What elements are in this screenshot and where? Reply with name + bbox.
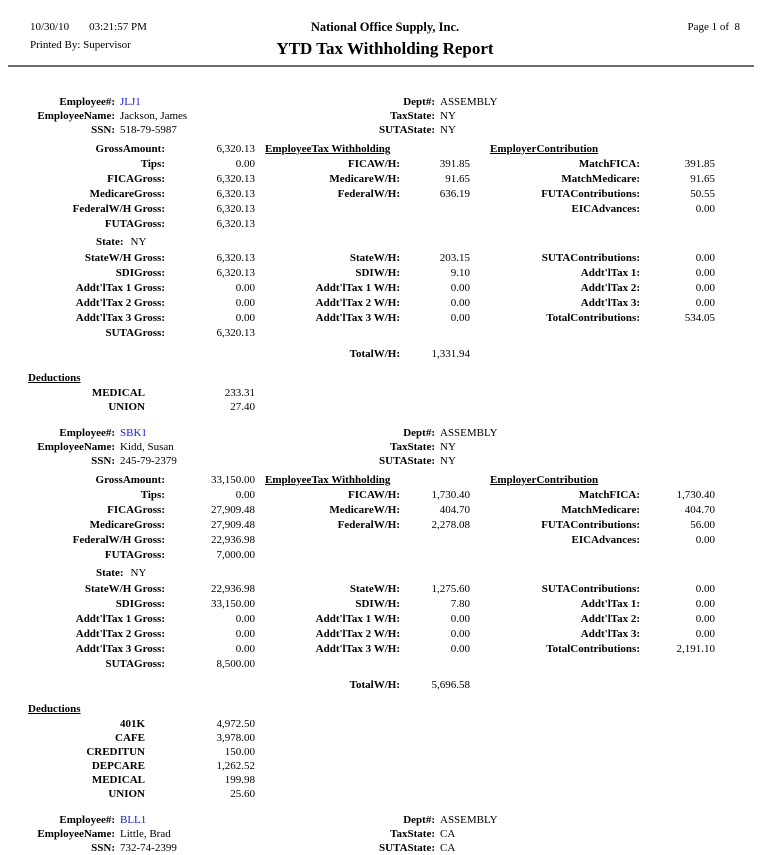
federal-wh-gross-label: FederalW/H Gross: [72, 534, 165, 546]
gross-amount-label: GrossAmount: [95, 143, 165, 155]
total-wh-label: TotalW/H: [349, 348, 400, 360]
dept-label: Dept#: [403, 96, 435, 108]
suta-gross-label: SUTAGross: [105, 658, 165, 670]
employee-number-row [28, 95, 762, 109]
deduction-name: DEPCARE [91, 760, 145, 772]
suta-contrib-value: 0.00 [695, 252, 715, 264]
state-gross-row [28, 582, 762, 597]
federal-wh-value: 2,278.08 [431, 519, 470, 531]
addtl-tax2-gross-value: 0.00 [235, 297, 255, 309]
total-wh-label: TotalW/H: [349, 679, 400, 691]
sdi-wh-label: SDIW/H: [355, 598, 400, 610]
employee-name-label: EmployeeName: [37, 110, 115, 122]
suta-state-label: SUTAState: [378, 124, 435, 136]
deduction-amount: 199.98 [224, 774, 255, 786]
deduction-amount: 4,972.50 [216, 718, 255, 730]
sdi-gross-label: SDIGross: [115, 598, 165, 610]
sdi-wh-value: 7.80 [450, 598, 470, 610]
deduction-row [28, 731, 762, 745]
futa-gross-value: 6,320.13 [216, 218, 255, 230]
addtl-tax3-value: 0.00 [695, 297, 715, 309]
addtl-tax1-value: 0.00 [695, 598, 715, 610]
fica-wh-value: 391.85 [439, 158, 470, 170]
deduction-row [28, 717, 762, 731]
state-wh-gross-label: StateW/H Gross: [84, 583, 165, 595]
addtl2-gross-row [28, 296, 762, 311]
report-date: 10/30/10 [30, 21, 70, 33]
employee-name-value: Jackson, James [120, 110, 188, 122]
match-fica-label: MatchFICA: [578, 158, 640, 170]
addtl-tax3-wh-value: 0.00 [450, 643, 470, 655]
medicare-gross-value: 6,320.13 [216, 188, 255, 200]
state-row [28, 235, 762, 250]
dept-label: Dept#: [403, 427, 435, 439]
report-title: YTD Tax Withholding Report [276, 39, 494, 58]
medicare-wh-value: 404.70 [439, 504, 470, 516]
gross-amount-value: 33,150.00 [211, 474, 255, 486]
addtl-tax1-wh-label: Addt'lTax 1 W/H: [315, 282, 400, 294]
employee-name-row [28, 109, 762, 123]
deduction-row [28, 386, 762, 400]
employee-name-label: EmployeeName: [37, 828, 115, 840]
addtl-tax3-label: Addt'lTax 3: [580, 628, 640, 640]
deduction-row [28, 400, 762, 414]
match-fica-value: 391.85 [684, 158, 715, 170]
sdi-wh-value: 9.10 [450, 267, 470, 279]
employee-number-label: Employee#: [59, 96, 115, 108]
ssn-value: 732-74-2399 [120, 842, 177, 854]
addtl-tax1-label: Addt'lTax 1: [580, 598, 640, 610]
deduction-row [28, 787, 762, 801]
addtl-tax2-wh-label: Addt'lTax 2 W/H: [315, 297, 400, 309]
print-info [30, 20, 276, 53]
deduction-amount: 25.60 [230, 788, 255, 800]
ssn-row [28, 841, 762, 855]
employee-number-label: Employee#: [59, 427, 115, 439]
eic-advances-value: 0.00 [695, 534, 715, 546]
employee-number-label: Employee#: [59, 814, 115, 826]
employee-name-row [28, 440, 762, 454]
futa-contrib-label: FUTAContributions: [541, 188, 640, 200]
deduction-amount: 1,262.52 [216, 760, 255, 772]
addtl-tax1-gross-value: 0.00 [235, 613, 255, 625]
state-wh-gross-label: StateW/H Gross: [84, 252, 165, 264]
addtl-tax1-wh-value: 0.00 [450, 613, 470, 625]
federal-wh-gross-value: 22,936.98 [211, 534, 255, 546]
suta-state-value: CA [440, 842, 456, 854]
fica-gross-value: 6,320.13 [216, 173, 255, 185]
tips-label: Tips: [140, 158, 165, 170]
state-gross-row [28, 251, 762, 266]
deduction-amount: 27.40 [230, 401, 255, 413]
tax-state-value: NY [440, 110, 456, 122]
gross-amount-row [28, 473, 762, 488]
ssn-value: 518-79-5987 [120, 124, 177, 136]
fica-gross-value: 27,909.48 [211, 504, 255, 516]
medicare-wh-label: MedicareW/H: [329, 173, 400, 185]
tips-row [28, 488, 762, 503]
addtl-tax1-gross-label: Addt'lTax 1 Gross: [75, 613, 165, 625]
state-wh-label: StateW/H: [349, 583, 400, 595]
suta-gross-label: SUTAGross: [105, 327, 165, 339]
federal-wh-gross-value: 6,320.13 [216, 203, 255, 215]
addtl-tax2-gross-label: Addt'lTax 2 Gross: [75, 297, 165, 309]
report-header [0, 20, 762, 59]
deduction-name: 401K [119, 718, 145, 730]
suta-gross-row [28, 657, 762, 672]
ssn-row [28, 454, 762, 468]
addtl-tax3-wh-value: 0.00 [450, 312, 470, 324]
employee-tax-withholding-header: EmployeeTax Withholding [265, 143, 391, 155]
state-label: State: [96, 567, 124, 579]
federal-wh-gross-label: FederalW/H Gross: [72, 203, 165, 215]
state-wh-gross-value: 22,936.98 [211, 583, 255, 595]
sdi-gross-label: SDIGross: [115, 267, 165, 279]
sdi-wh-label: SDIW/H: [355, 267, 400, 279]
total-contrib-label: TotalContributions: [546, 643, 640, 655]
tax-state-label: TaxState: [390, 828, 435, 840]
tax-state-label: TaxState: [390, 110, 435, 122]
gross-amount-label: GrossAmount: [95, 474, 165, 486]
medicare-gross-row [28, 187, 762, 202]
match-fica-label: MatchFICA: [578, 489, 640, 501]
fica-gross-label: FICAGross: [107, 173, 165, 185]
deduction-name: CAFE [115, 732, 145, 744]
federal-gross-row [28, 533, 762, 548]
sdi-gross-row [28, 597, 762, 612]
addtl-tax2-label: Addt'lTax 2: [580, 613, 640, 625]
employee-name-label: EmployeeName: [37, 441, 115, 453]
addtl-tax1-wh-value: 0.00 [450, 282, 470, 294]
tips-value: 0.00 [235, 489, 255, 501]
futa-gross-value: 7,000.00 [216, 549, 255, 561]
printed-by-label: Printed By: [30, 39, 81, 51]
employer-contribution-header: EmployerContribution [490, 474, 599, 486]
addtl-tax3-gross-value: 0.00 [235, 312, 255, 324]
tips-label: Tips: [140, 489, 165, 501]
addtl2-gross-row [28, 627, 762, 642]
fica-gross-label: FICAGross: [107, 504, 165, 516]
federal-gross-row [28, 202, 762, 217]
dept-value: ASSEMBLY [440, 96, 498, 108]
futa-gross-row [28, 548, 762, 563]
report-body [0, 67, 762, 855]
medicare-wh-label: MedicareW/H: [329, 504, 400, 516]
suta-gross-value: 6,320.13 [216, 327, 255, 339]
total-wh-row [28, 678, 762, 693]
addtl-tax1-gross-label: Addt'lTax 1 Gross: [75, 282, 165, 294]
sdi-gross-value: 33,150.00 [211, 598, 255, 610]
fica-wh-label: FICAW/H: [348, 158, 400, 170]
total-contrib-label: TotalContributions: [546, 312, 640, 324]
deduction-name: MEDICAL [91, 387, 145, 399]
state-wh-gross-value: 6,320.13 [216, 252, 255, 264]
futa-contrib-label: FUTAContributions: [541, 519, 640, 531]
medicare-gross-row [28, 518, 762, 533]
match-medicare-value: 404.70 [684, 504, 715, 516]
deduction-name: MEDICAL [91, 774, 145, 786]
federal-wh-label: FederalW/H: [337, 188, 400, 200]
fica-wh-label: FICAW/H: [348, 489, 400, 501]
suta-state-value: NY [440, 455, 456, 467]
addtl-tax2-gross-value: 0.00 [235, 628, 255, 640]
fica-wh-value: 1,730.40 [431, 489, 470, 501]
addtl3-gross-row [28, 642, 762, 657]
deduction-row [28, 745, 762, 759]
match-medicare-value: 91.65 [690, 173, 715, 185]
deductions-heading: Deductions [28, 372, 81, 384]
total-contrib-value: 534.05 [684, 312, 715, 324]
federal-wh-value: 636.19 [439, 188, 470, 200]
state-wh-value: 1,275.60 [431, 583, 470, 595]
total-wh-value: 1,331.94 [431, 348, 470, 360]
match-fica-value: 1,730.40 [676, 489, 715, 501]
state-value: NY [130, 236, 147, 248]
tax-grid [28, 473, 762, 693]
printed-by-line [30, 38, 276, 53]
page-indicator: Page 1 of 8 [687, 21, 740, 33]
employee-number-row [28, 813, 762, 827]
employee-number-link[interactable]: BLL1 [120, 814, 147, 826]
ssn-label: SSN: [91, 842, 115, 854]
addtl-tax1-gross-value: 0.00 [235, 282, 255, 294]
employer-contribution-header: EmployerContribution [490, 143, 599, 155]
deductions-heading: Deductions [28, 703, 81, 715]
sdi-gross-row [28, 266, 762, 281]
medicare-gross-label: MedicareGross: [89, 519, 165, 531]
medicare-gross-value: 27,909.48 [211, 519, 255, 531]
deduction-name: UNION [108, 401, 145, 413]
ssn-label: SSN: [91, 124, 115, 136]
state-value: NY [130, 567, 147, 579]
state-wh-label: StateW/H: [349, 252, 400, 264]
tax-state-value: NY [440, 441, 456, 453]
addtl1-gross-row [28, 281, 762, 296]
state-row [28, 566, 762, 581]
ssn-row [28, 123, 762, 137]
tips-value: 0.00 [235, 158, 255, 170]
addtl-tax2-label: Addt'lTax 2: [580, 282, 640, 294]
printed-by-value: Supervisor [83, 39, 131, 51]
dept-value: ASSEMBLY [440, 814, 498, 826]
gross-amount-row [28, 142, 762, 157]
addtl-tax2-wh-value: 0.00 [450, 297, 470, 309]
suta-contrib-label: SUTAContributions: [541, 583, 640, 595]
suta-gross-row [28, 326, 762, 341]
eic-advances-label: EICAdvances: [571, 534, 640, 546]
tax-grid [28, 142, 762, 362]
tax-state-label: TaxState: [390, 441, 435, 453]
fica-gross-row [28, 172, 762, 187]
futa-contrib-value: 50.55 [690, 188, 715, 200]
title-block [276, 20, 493, 59]
ssn-value: 245-79-2379 [120, 455, 177, 467]
state-label: State: [96, 236, 124, 248]
deduction-amount: 233.31 [224, 387, 255, 399]
addtl-tax3-wh-label: Addt'lTax 3 W/H: [315, 312, 400, 324]
ssn-label: SSN: [91, 455, 115, 467]
addtl-tax2-value: 0.00 [695, 613, 715, 625]
state-wh-value: 203.15 [439, 252, 470, 264]
suta-state-label: SUTAState: [378, 842, 435, 854]
addtl-tax3-gross-value: 0.00 [235, 643, 255, 655]
deduction-amount: 150.00 [224, 746, 255, 758]
total-contrib-value: 2,191.10 [676, 643, 715, 655]
addtl-tax3-value: 0.00 [695, 628, 715, 640]
employee-name-row [28, 827, 762, 841]
addtl-tax1-label: Addt'lTax 1: [580, 267, 640, 279]
medicare-wh-value: 91.65 [445, 173, 470, 185]
employee-number-row [28, 426, 762, 440]
addtl-tax3-gross-label: Addt'lTax 3 Gross: [75, 312, 165, 324]
federal-wh-label: FederalW/H: [337, 519, 400, 531]
fica-gross-row [28, 503, 762, 518]
addtl3-gross-row [28, 311, 762, 326]
addtl-tax1-value: 0.00 [695, 267, 715, 279]
date-time-line [30, 20, 276, 35]
addtl-tax2-gross-label: Addt'lTax 2 Gross: [75, 628, 165, 640]
suta-state-value: NY [440, 124, 456, 136]
deduction-name: UNION [108, 788, 145, 800]
deduction-name: CREDITUN [86, 746, 145, 758]
addtl-tax2-wh-label: Addt'lTax 2 W/H: [315, 628, 400, 640]
futa-gross-row [28, 217, 762, 232]
gross-amount-value: 6,320.13 [216, 143, 255, 155]
total-wh-row [28, 347, 762, 362]
addtl-tax1-wh-label: Addt'lTax 1 W/H: [315, 613, 400, 625]
eic-advances-value: 0.00 [695, 203, 715, 215]
suta-state-label: SUTAState: [378, 455, 435, 467]
eic-advances-label: EICAdvances: [571, 203, 640, 215]
suta-contrib-value: 0.00 [695, 583, 715, 595]
deduction-amount: 3,978.00 [216, 732, 255, 744]
employee-number-link[interactable]: SBK1 [120, 427, 147, 439]
dept-value: ASSEMBLY [440, 427, 498, 439]
employee-name-value: Little, Brad [120, 828, 171, 840]
company-name: National Office Supply, Inc. [310, 20, 460, 34]
employee-number-link[interactable]: JLJ1 [120, 96, 141, 108]
report-time: 03:21:57 PM [89, 21, 147, 33]
tips-row [28, 157, 762, 172]
tax-state-value: CA [440, 828, 456, 840]
employee-tax-withholding-header: EmployeeTax Withholding [265, 474, 391, 486]
addtl-tax3-wh-label: Addt'lTax 3 W/H: [315, 643, 400, 655]
addtl-tax3-gross-label: Addt'lTax 3 Gross: [75, 643, 165, 655]
sdi-gross-value: 6,320.13 [216, 267, 255, 279]
dept-label: Dept#: [403, 814, 435, 826]
deduction-row [28, 773, 762, 787]
employee-name-value: Kidd, Susan [120, 441, 174, 453]
futa-gross-label: FUTAGross: [104, 218, 165, 230]
addtl-tax3-label: Addt'lTax 3: [580, 297, 640, 309]
match-medicare-label: MatchMedicare: [561, 504, 640, 516]
total-wh-value: 5,696.58 [431, 679, 470, 691]
match-medicare-label: MatchMedicare: [561, 173, 640, 185]
suta-contrib-label: SUTAContributions: [541, 252, 640, 264]
deduction-row [28, 759, 762, 773]
medicare-gross-label: MedicareGross: [89, 188, 165, 200]
employee-block-1 [28, 95, 762, 414]
suta-gross-value: 8,500.00 [216, 658, 255, 670]
employee-block-2 [28, 426, 762, 801]
addtl-tax2-wh-value: 0.00 [450, 628, 470, 640]
futa-contrib-value: 56.00 [690, 519, 715, 531]
addtl-tax2-value: 0.00 [695, 282, 715, 294]
futa-gross-label: FUTAGross: [104, 549, 165, 561]
addtl1-gross-row [28, 612, 762, 627]
